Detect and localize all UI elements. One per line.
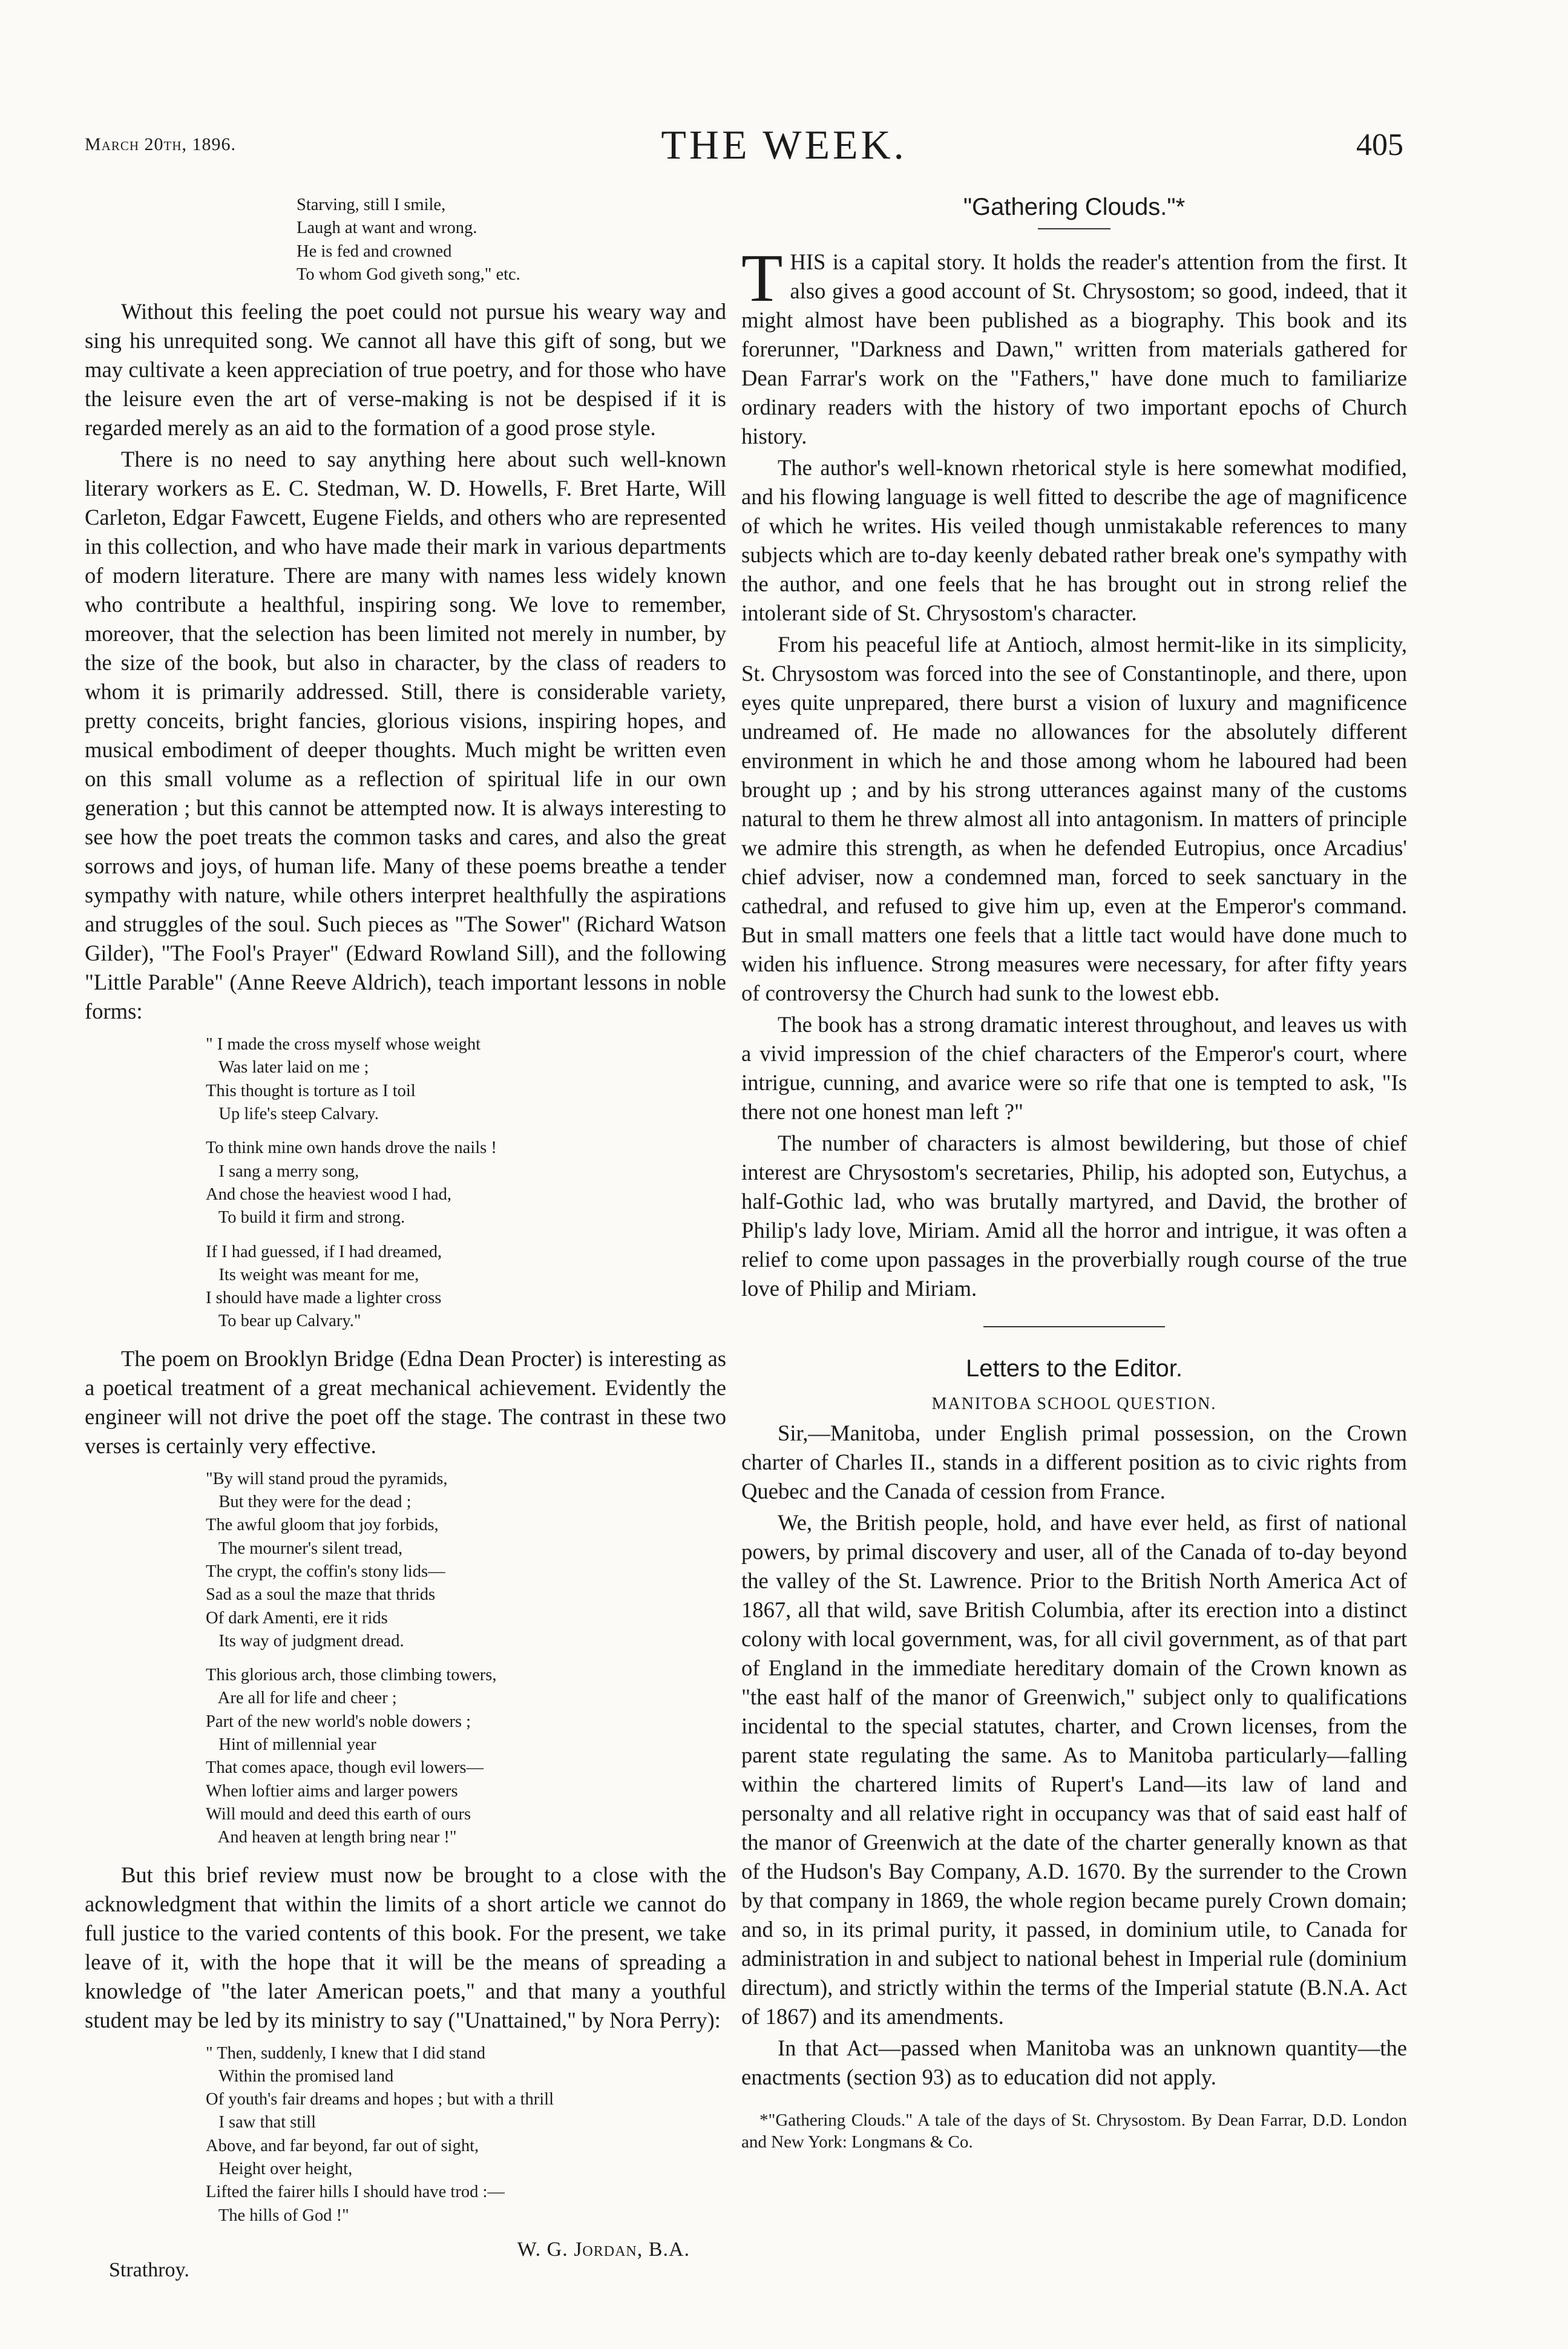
poem-line: Of dark Amenti, ere it rids bbox=[206, 1608, 388, 1628]
poem-line: Height over height, bbox=[206, 2159, 353, 2178]
poem-line: Of youth's fair dreams and hopes ; but with a thrill bbox=[206, 2090, 554, 2109]
poem-stanza bbox=[206, 1137, 726, 1229]
drop-cap: T bbox=[741, 241, 783, 316]
poem-line: Sad as a soul the maze that thrids bbox=[206, 1585, 436, 1605]
poem-stanza bbox=[206, 1033, 726, 1126]
poem-line: Will mould and deed this earth of ours bbox=[206, 1804, 471, 1824]
unattained-poem bbox=[206, 2042, 726, 2227]
poem-line: Above, and far beyond, far out of sight, bbox=[206, 2136, 479, 2155]
review-paragraph: The number of characters is almost bewildering, but those of chief interest are Chrysostom's secretaries, Philip, his adopted son, Eutychus, a half-Gothic lad, who was brutally martyred, and David, the brother of Philip's lady love, Miriam. Amid all the horror and intrigue, it was often a relief to come upon passages in the proverbially rough course of the true love of Philip and Miriam. bbox=[741, 1131, 1407, 1301]
poem-line: To build it firm and strong. bbox=[206, 1208, 405, 1227]
poem-line: He is fed and crowned bbox=[297, 241, 452, 261]
page-header bbox=[0, 121, 1568, 176]
review-paragraph: Without this feeling the poet could not pursue his weary way and sing his unrequited song. We cannot all have this gift of song, but we may cultivate a keen appreciation of true poetry, and for those who have the leisure even the art of verse-making is not be despised if it is regarded merely as an aid to the formation of a good prose style. bbox=[85, 299, 726, 441]
poem-line: The mourner's silent tread, bbox=[206, 1539, 403, 1558]
poem-line: That comes apace, though evil lowers— bbox=[206, 1758, 484, 1778]
poem-line: Within the promised land bbox=[206, 2066, 394, 2086]
review-paragraph: The book has a strong dramatic interest throughout, and leaves us with a vivid impression of the chief characters of the Emperor's court, where intrigue, cunning, and avarice were so rife that one is tempted to ask, "Is there not one honest man left ?" bbox=[741, 1012, 1407, 1124]
poem-line: I saw that still bbox=[206, 2113, 317, 2132]
issue-date: March 20th, 1896. bbox=[85, 134, 237, 154]
poem-line: Was later laid on me ; bbox=[206, 1058, 369, 1077]
poem-line: But they were for the dead ; bbox=[206, 1493, 412, 1512]
parable-poem bbox=[206, 1033, 726, 1333]
masthead-title: THE WEEK. bbox=[661, 122, 907, 168]
article-title: "Gathering Clouds."* bbox=[963, 194, 1186, 220]
letter-paragraph: In that Act—passed when Manitoba was an unknown quantity—the enactments (section 93) as to education did not apply. bbox=[741, 2035, 1407, 2089]
page-number: 405 bbox=[1356, 128, 1403, 162]
author-location: Strathroy. bbox=[109, 2258, 189, 2281]
poem-line: Are all for life and cheer ; bbox=[206, 1689, 397, 1708]
poem-line: Lifted the fairer hills I should have trod :— bbox=[206, 2183, 505, 2202]
poem-line: I should have made a lighter cross bbox=[206, 1289, 442, 1308]
poem-stanza bbox=[206, 1664, 726, 1849]
section-divider bbox=[983, 1326, 1165, 1327]
poem-line: And heaven at length bring near !" bbox=[206, 1828, 457, 1847]
left-column bbox=[85, 194, 726, 2281]
poem-line: To think mine own hands drove the nails ! bbox=[206, 1138, 497, 1158]
poem-stanza bbox=[206, 1241, 726, 1333]
review-paragraph: The author's well-known rhetorical style is here somewhat modified, and his flowing language is well fitted to describe the age of magnificence of which he writes. His veiled though unmistakable references to many subjects which are to-day keenly debated rather break one's sympathy with the author, and one feels that he has brought out in strong relief the intolerant side of St. Chrysostom's character. bbox=[741, 455, 1407, 625]
title-rule bbox=[1038, 228, 1110, 229]
poem-line: If I had guessed, if I had dreamed, bbox=[206, 1242, 442, 1261]
poem-line: This thought is torture as I toil bbox=[206, 1081, 416, 1100]
poem-line: Laugh at want and wrong. bbox=[297, 218, 477, 238]
review-paragraph: The poem on Brooklyn Bridge (Edna Dean Procter) is interesting as a poetical treatment of a great mechanical achievement. Evidently the engineer will not drive the poet off the stage. The contrast in these two verses is certainly very effective. bbox=[85, 1345, 726, 1458]
footnote: *"Gathering Clouds." A tale of the days of St. Chrysostom. By Dean Farrar, D.D. London and New York: Longmans & Co. bbox=[741, 2111, 1407, 2152]
poem-line: Up life's steep Calvary. bbox=[206, 1105, 379, 1124]
letter-paragraph: We, the British people, hold, and have ever held, as first of national powers, by primal discovery and user, all of the Canada of to-day beyond the valley of the St. Lawrence. Prior to the British North America Act of 1867, all that wild, save British Columbia, after its erection into a distinct colony with local government, was, for all civil government, as of that part of England in the immediate hereditary domain of the Crown known as "the east half of the manor of Greenwich," subject only to qualifications incidental to the special statutes, charter, and Crown licenses, from the parent state regulating the same. As to Manitoba particularly—falling within the chartered limits of Rupert's Land—its law of land and personalty and all relative right in occupancy was that of said east half of the manor of Greenwich at the date of the charter generally known as that of the Hudson's Bay Company, A.D. 1670. By the surrender to the Crown by that company in 1869, the whole region became purely Crown domain; and so, in its primal purity, it passed, in dominium utile, to Canada for administration in and subject to national behest in Imperial rule (dominium directum), and strictly within the terms of the Imperial statute (B.N.A. Act of 1867) and its amendments. bbox=[741, 1510, 1407, 2029]
poem-line: Part of the new world's noble dowers ; bbox=[206, 1712, 471, 1731]
letter-paragraph: Sir,—Manitoba, under English primal possession, on the Crown charter of Charles II., stands in a different position as to civic rights from Quebec and the Canada of cession from France. bbox=[741, 1421, 1407, 1503]
poem-line: Its way of judgment dread. bbox=[206, 1631, 404, 1651]
poem-line: Hint of millennial year bbox=[206, 1735, 376, 1755]
poem-line: This glorious arch, those climbing towers, bbox=[206, 1666, 497, 1685]
review-paragraph: From his peaceful life at Antioch, almost hermit-like in its simplicity, St. Chrysostom was forced into the see of Constantinople, and there, upon eyes quite unprepared, there burst a vision of luxury and magnificence undreamed of. He made no allowances for the absolutely different environment in which he and those among whom he laboured had been brought up ; and by his strong utterances against many of the customs natural to them he threw almost all into antagonism. In matters of principle we admire this strength, as when he defended Eutropius, once Arcadius' chief adviser, now a condemned man, forced to seek sanctuary in the cathedral, and refused to give him up, even at the Emperor's command. But in small matters one feels that a little tact would have done much to widen his influence. Strong measures were necessary, for after fifty years of controversy the Church had sunk to the lowest ebb. bbox=[741, 632, 1407, 1005]
poem-line: I sang a merry song, bbox=[206, 1161, 359, 1181]
poem-line: To bear up Calvary." bbox=[206, 1312, 361, 1331]
opening-poem bbox=[297, 194, 726, 286]
poem-line: The hills of God !" bbox=[206, 2206, 349, 2225]
section-title: Letters to the Editor. bbox=[966, 1355, 1183, 1382]
poem-line: Its weight was meant for me, bbox=[206, 1265, 419, 1284]
paragraph-text: HIS is a capital story. It holds the reader's attention from the first. It also gives a good account of St. Chrysostom; so good, indeed, that it might almost have been published as a biography. This book and its forerunner, "Darkness and Dawn," written from materials gathered for Dean Farrar's work on the "Fathers," have done much to familiarize ordinary readers with the history of two important epochs of Church history. bbox=[741, 249, 1407, 448]
poem-line: And chose the heaviest wood I had, bbox=[206, 1184, 452, 1204]
poem-line: The crypt, the coffin's stony lids— bbox=[206, 1562, 445, 1581]
poem-line: "By will stand proud the pyramids, bbox=[206, 1469, 448, 1488]
right-column bbox=[741, 194, 1407, 2170]
author-name: W. G. Jordan, B.A. bbox=[517, 2238, 690, 2261]
review-signoff bbox=[85, 2238, 726, 2281]
poem-line: When loftier aims and larger powers bbox=[206, 1781, 458, 1801]
review-paragraph bbox=[741, 241, 1407, 451]
poem-stanza bbox=[206, 1468, 726, 1653]
poem-line: " Then, suddenly, I knew that I did stand bbox=[206, 2043, 486, 2063]
poem-line: Starving, still I smile, bbox=[297, 195, 446, 214]
poem-line: The awful gloom that joy forbids, bbox=[206, 1516, 439, 1535]
poem-line: " I made the cross myself whose weight bbox=[206, 1035, 481, 1054]
poem-line: To whom God giveth song," etc. bbox=[297, 264, 520, 284]
bridge-poem bbox=[206, 1468, 726, 1850]
review-paragraph: But this brief review must now be brought to a close with the acknowledgment that within the limits of a short article we cannot do full justice to the varied contents of this book. For the present, we take leave of it, with the hope that it will be the means of spreading a knowledge of "the later American poets," and that many a youthful student may be led by its ministry to say ("Unattained," by Nora Perry): bbox=[85, 1862, 726, 2032]
letter-subheading: MANITOBA SCHOOL QUESTION. bbox=[931, 1395, 1217, 1413]
review-paragraph: There is no need to say anything here about such well-known literary workers as E. C. Stedman, W. D. Howells, F. Bret Harte, Will Carleton, Edgar Fawcett, Eugene Fields, and others who are represented in this collection, and who have made their mark in various departments of modern literature. There are many with names less widely known who contribute a healthful, inspiring song. We love to remember, moreover, that the selection has been limited not merely in number, by the size of the book, but also in character, by the class of readers to whom it is primarily addressed. Still, there is considerable variety, pretty conceits, bright fancies, glorious visions, inspiring hopes, and musical embodiment of deeper thoughts. Much might be written even on this small volume as a reflection of spiritual life in our own generation ; but this cannot be attempted now. It is always interesting to see how the poet treats the common tasks and cares, and also the great sorrows and joys, of human life. Many of these poems breathe a tender sympathy with nature, while others interpret healthfully the aspirations and struggles of the soul. Such pieces as "The Sower" (Richard Watson Gilder), "The Fool's Prayer" (Edward Rowland Sill), and the following "Little Parable" (Anne Reeve Aldrich), teach important lessons in noble forms: bbox=[85, 447, 726, 1024]
